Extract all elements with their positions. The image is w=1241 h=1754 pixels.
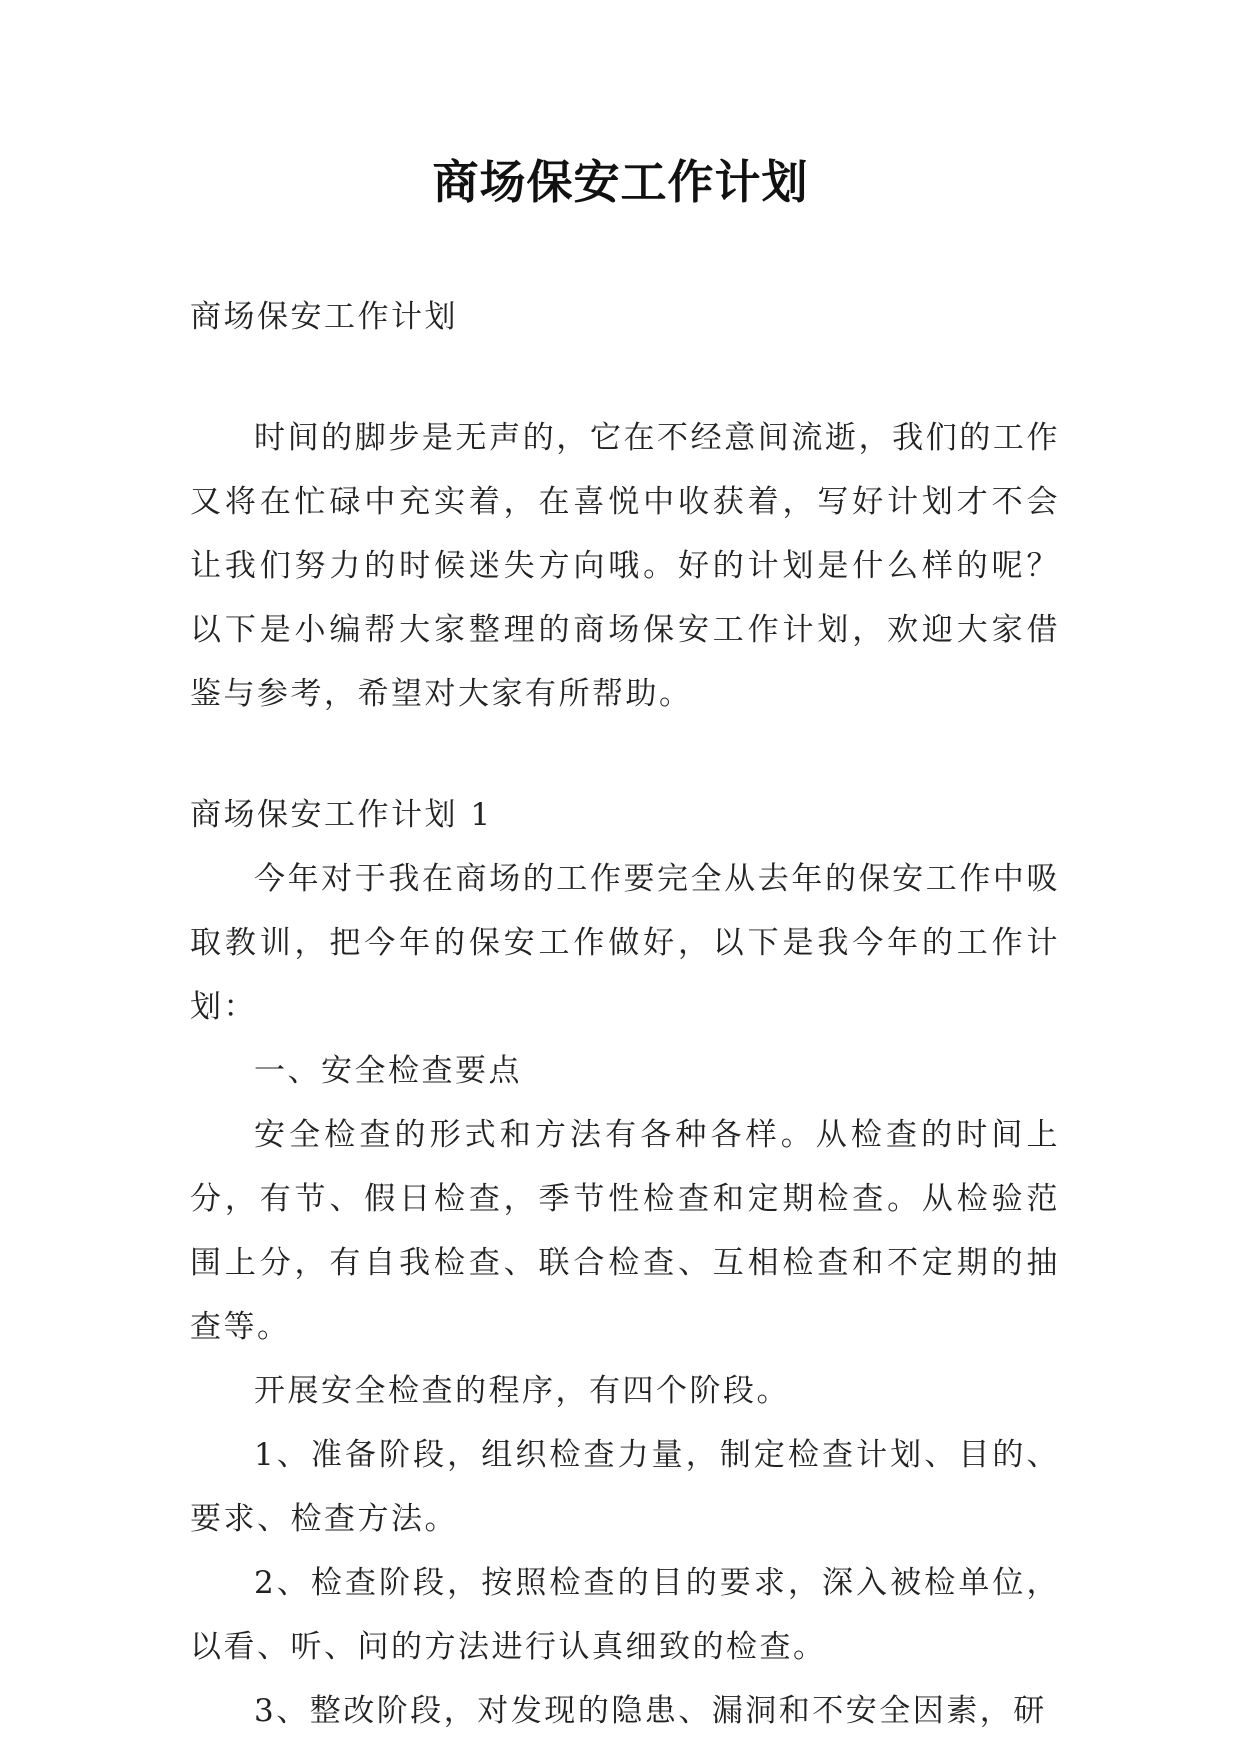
list-heading: 一、安全检查要点 <box>254 1053 522 1089</box>
body-paragraph: 开展安全检查的程序，有四个阶段。 <box>254 1373 790 1409</box>
document-body <box>190 285 1060 1743</box>
intro-paragraph: 时间的脚步是无声的，它在不经意间流逝，我们的工作又将在忙碌中充实着，在喜悦中收获着，写好计划才不会让我们努力的时候迷失方向哦。好的计划是什么样的呢？以下是小编帮大家整理的商场保安工作计划，欢迎大家借鉴与参考，希望对大家有所帮助。 <box>190 420 1060 712</box>
spacer <box>190 349 1060 406</box>
list-item: 2、检查阶段，按照检查的目的要求，深入被检单位，以看、听、问的方法进行认真细致的检查。 <box>190 1565 1060 1665</box>
spacer <box>190 726 1060 783</box>
body-paragraph: 今年对于我在商场的工作要完全从去年的保安工作中吸取教训，把今年的保安工作做好，以下是我今年的工作计划： <box>190 861 1060 1025</box>
document-title: 商场保安工作计划 <box>432 155 809 209</box>
body-paragraph: 安全检查的形式和方法有各种各样。从检查的时间上分，有节、假日检查，季节性检查和定期检查。从检验范围上分，有自我检查、联合检查、互相检查和不定期的抽查等。 <box>190 1117 1060 1345</box>
list-item: 1、准备阶段，组织检查力量，制定检查计划、目的、要求、检查方法。 <box>190 1437 1060 1537</box>
document-subtitle: 商场保安工作计划 <box>190 299 458 335</box>
section-heading: 商场保安工作计划 1 <box>190 797 493 833</box>
list-item: 3、整改阶段，对发现的隐患、漏洞和不安全因素，研 <box>254 1693 1047 1729</box>
